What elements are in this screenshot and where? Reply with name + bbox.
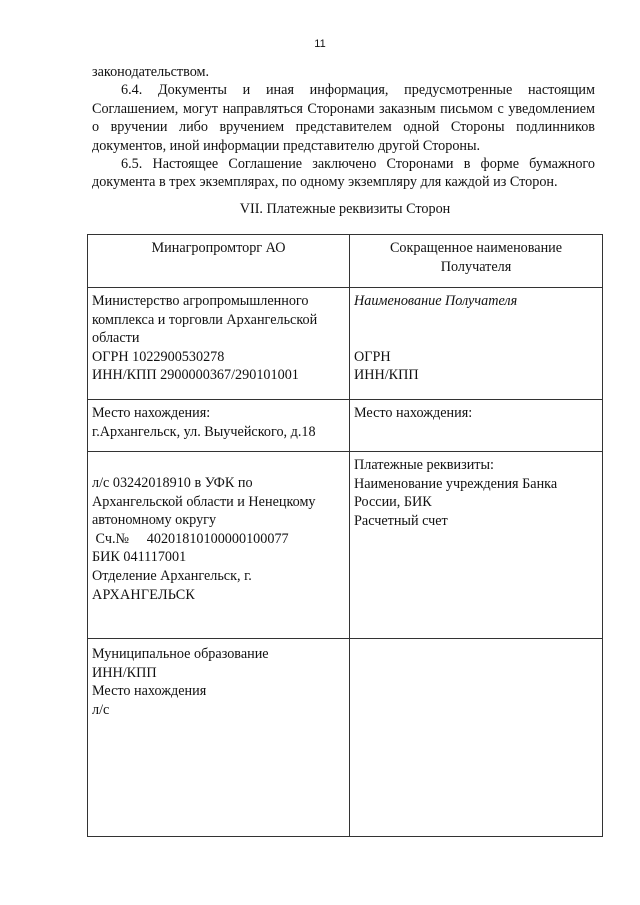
municipality-line: Муниципальное образование — [92, 646, 269, 662]
bank-left-cell — [88, 452, 350, 639]
recipient-inn-label: ИНН/КПП — [354, 367, 419, 384]
recipient-bank-line: Расчетный счет — [354, 512, 448, 529]
paragraph-6-4: 6.4. Документы и иная информация, предусмотренные настоящим Соглашением, могут направляться Сторонами заказным письмом с уведомлением о вручении либо вручением представителем одной Стороны подлинников документов, иной информации представителю другой Стороны. — [92, 82, 595, 154]
org-ogrn: ОГРН 1022900530278 — [92, 348, 225, 365]
municipality-line: Место нахождения — [92, 683, 207, 700]
table-row-municipality — [88, 639, 603, 837]
recipient-bank-line: России, БИК — [354, 494, 432, 511]
table-row-organization — [88, 288, 603, 400]
recipient-name-placeholder: Наименование Получателя — [354, 293, 518, 309]
header-left-cell — [88, 235, 350, 288]
paragraph-6-5: 6.5. Настоящее Соглашение заключено Сторонами в форме бумажного документа в трех экземплярах, по одному экземпляру для каждой из Сторон. — [92, 156, 595, 191]
header-right-line1: Сокращенное наименование — [389, 240, 563, 256]
header-left-text: Минагропромторг АО — [151, 240, 286, 256]
payment-details-table — [87, 234, 603, 837]
location-label: Место нахождения: — [92, 405, 211, 421]
section-heading: VII. Платежные реквизиты Сторон — [239, 201, 451, 217]
recipient-bank-line: Платежные реквизиты: — [354, 457, 494, 473]
recipient-location-label: Место нахождения: — [354, 405, 473, 421]
municipality-left-cell — [88, 639, 350, 837]
bank-city: АРХАНГЕЛЬСК — [92, 586, 196, 603]
org-line: области — [92, 330, 140, 347]
header-right-cell — [350, 235, 603, 288]
location-left-cell — [88, 400, 350, 452]
table-header-row — [88, 235, 603, 288]
table-row-location — [88, 400, 603, 452]
bank-line: л/с 03242018910 в УФК по — [92, 475, 253, 491]
location-value: г.Архангельск, ул. Выучейского, д.18 — [92, 423, 316, 440]
org-inn-kpp: ИНН/КПП 2900000367/290101001 — [92, 367, 299, 384]
header-right-line2: Получателя — [440, 258, 512, 275]
municipality-line: л/с — [92, 701, 110, 718]
bank-account: Сч.№ 40201810100000100077 — [92, 530, 289, 547]
page-number: 11 — [314, 38, 326, 50]
organization-right-cell — [350, 288, 603, 400]
bank-branch: Отделение Архангельск, г. — [92, 567, 252, 584]
bank-line: Архангельской области и Ненецкому — [92, 493, 316, 510]
location-right-cell — [350, 400, 603, 452]
municipality-line: ИНН/КПП — [92, 664, 157, 681]
municipality-right-cell — [350, 639, 603, 837]
body-text — [92, 63, 595, 192]
org-line: Министерство агропромышленного — [92, 293, 309, 309]
recipient-ogrn-label: ОГРН — [354, 348, 391, 365]
org-line: комплекса и торговли Архангельской — [92, 311, 318, 328]
paragraph-continuation: законодательством. — [92, 64, 210, 80]
bank-bik: БИК 041117001 — [92, 549, 187, 566]
bank-right-cell — [350, 452, 603, 639]
organization-left-cell — [88, 288, 350, 400]
recipient-bank-line: Наименование учреждения Банка — [354, 475, 558, 492]
table-row-bank — [88, 452, 603, 639]
bank-line: автономному округу — [92, 512, 217, 529]
